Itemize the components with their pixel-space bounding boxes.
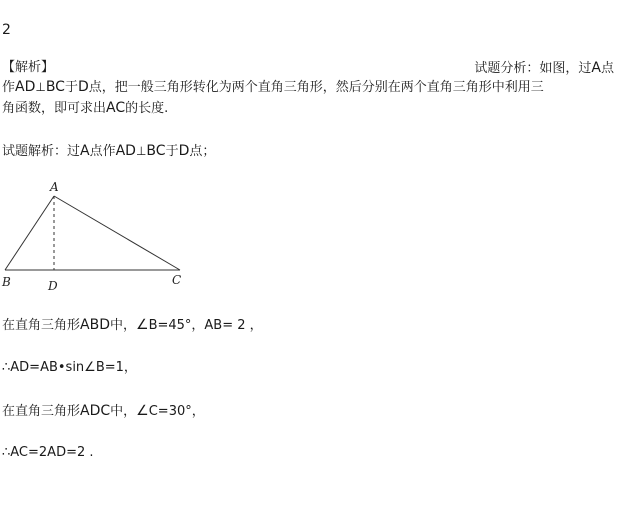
analysis-line-3 [2,99,168,118]
point-d: D [77,79,89,95]
label-c: C [172,273,182,287]
text-segment: 于 [64,80,78,95]
label-b: B [2,275,11,289]
side-ab [5,196,54,270]
text-segment: 的长度. [125,101,169,116]
text-segment: 中， [110,404,137,419]
triangle-figure [0,178,200,298]
text-segment: C=30°， [148,404,205,419]
triangle-abd: ABD [80,317,110,333]
segment-bc: BC [146,143,166,159]
solution-line-5: ∴AC=2AD=2 . [2,445,94,460]
text-segment: 点作 [89,144,116,159]
perpendicular-symbol: ⊥ [35,80,46,94]
point-a: A [80,143,90,159]
solution-line-3: ∴AD=AB•sin∠B=1， [2,360,137,375]
triangle-adc: ADC [80,403,111,419]
solution-line-2 [2,316,263,335]
solution-line-4 [2,402,205,421]
text-segment: 中， [109,318,136,333]
text-segment: 点，把一般三角形转化为两个直角三角形，然后分别在两个直角三角形中利用三 [88,80,544,95]
analysis-intro-tail: 点 [600,61,614,76]
segment-bc: BC [45,79,65,95]
analysis-line-2 [2,78,544,97]
text-segment: 作 [2,80,16,95]
point-d: D [178,143,190,159]
side-ac [54,196,180,270]
text-segment: B=45°，AB= 2 ， [148,318,263,333]
point-a: A [591,60,601,76]
segment-ad: AD [15,79,36,95]
analysis-intro [474,59,614,78]
analysis-header: 【解析】 [2,60,55,75]
analysis-intro-text: 试题分析：如图，过 [474,61,592,76]
text-segment: 试题解析：过 [2,144,81,159]
text-segment: 于 [165,144,179,159]
solution-line-1 [2,142,215,161]
analysis-header-line [2,59,618,77]
segment-ad: AD [115,143,136,159]
segment-ac: AC [106,100,126,116]
label-d: D [48,279,58,293]
answer-text: 2 [2,22,11,38]
angle-symbol: ∠ [136,317,149,333]
text-segment: 在直角三角形 [2,404,81,419]
angle-symbol: ∠ [136,403,149,419]
perpendicular-symbol: ⊥ [135,144,147,158]
text-segment: 在直角三角形 [2,318,81,333]
label-a: A [50,180,59,194]
text-segment: 点； [189,144,216,159]
text-segment: 角函数，即可求出 [2,101,107,116]
